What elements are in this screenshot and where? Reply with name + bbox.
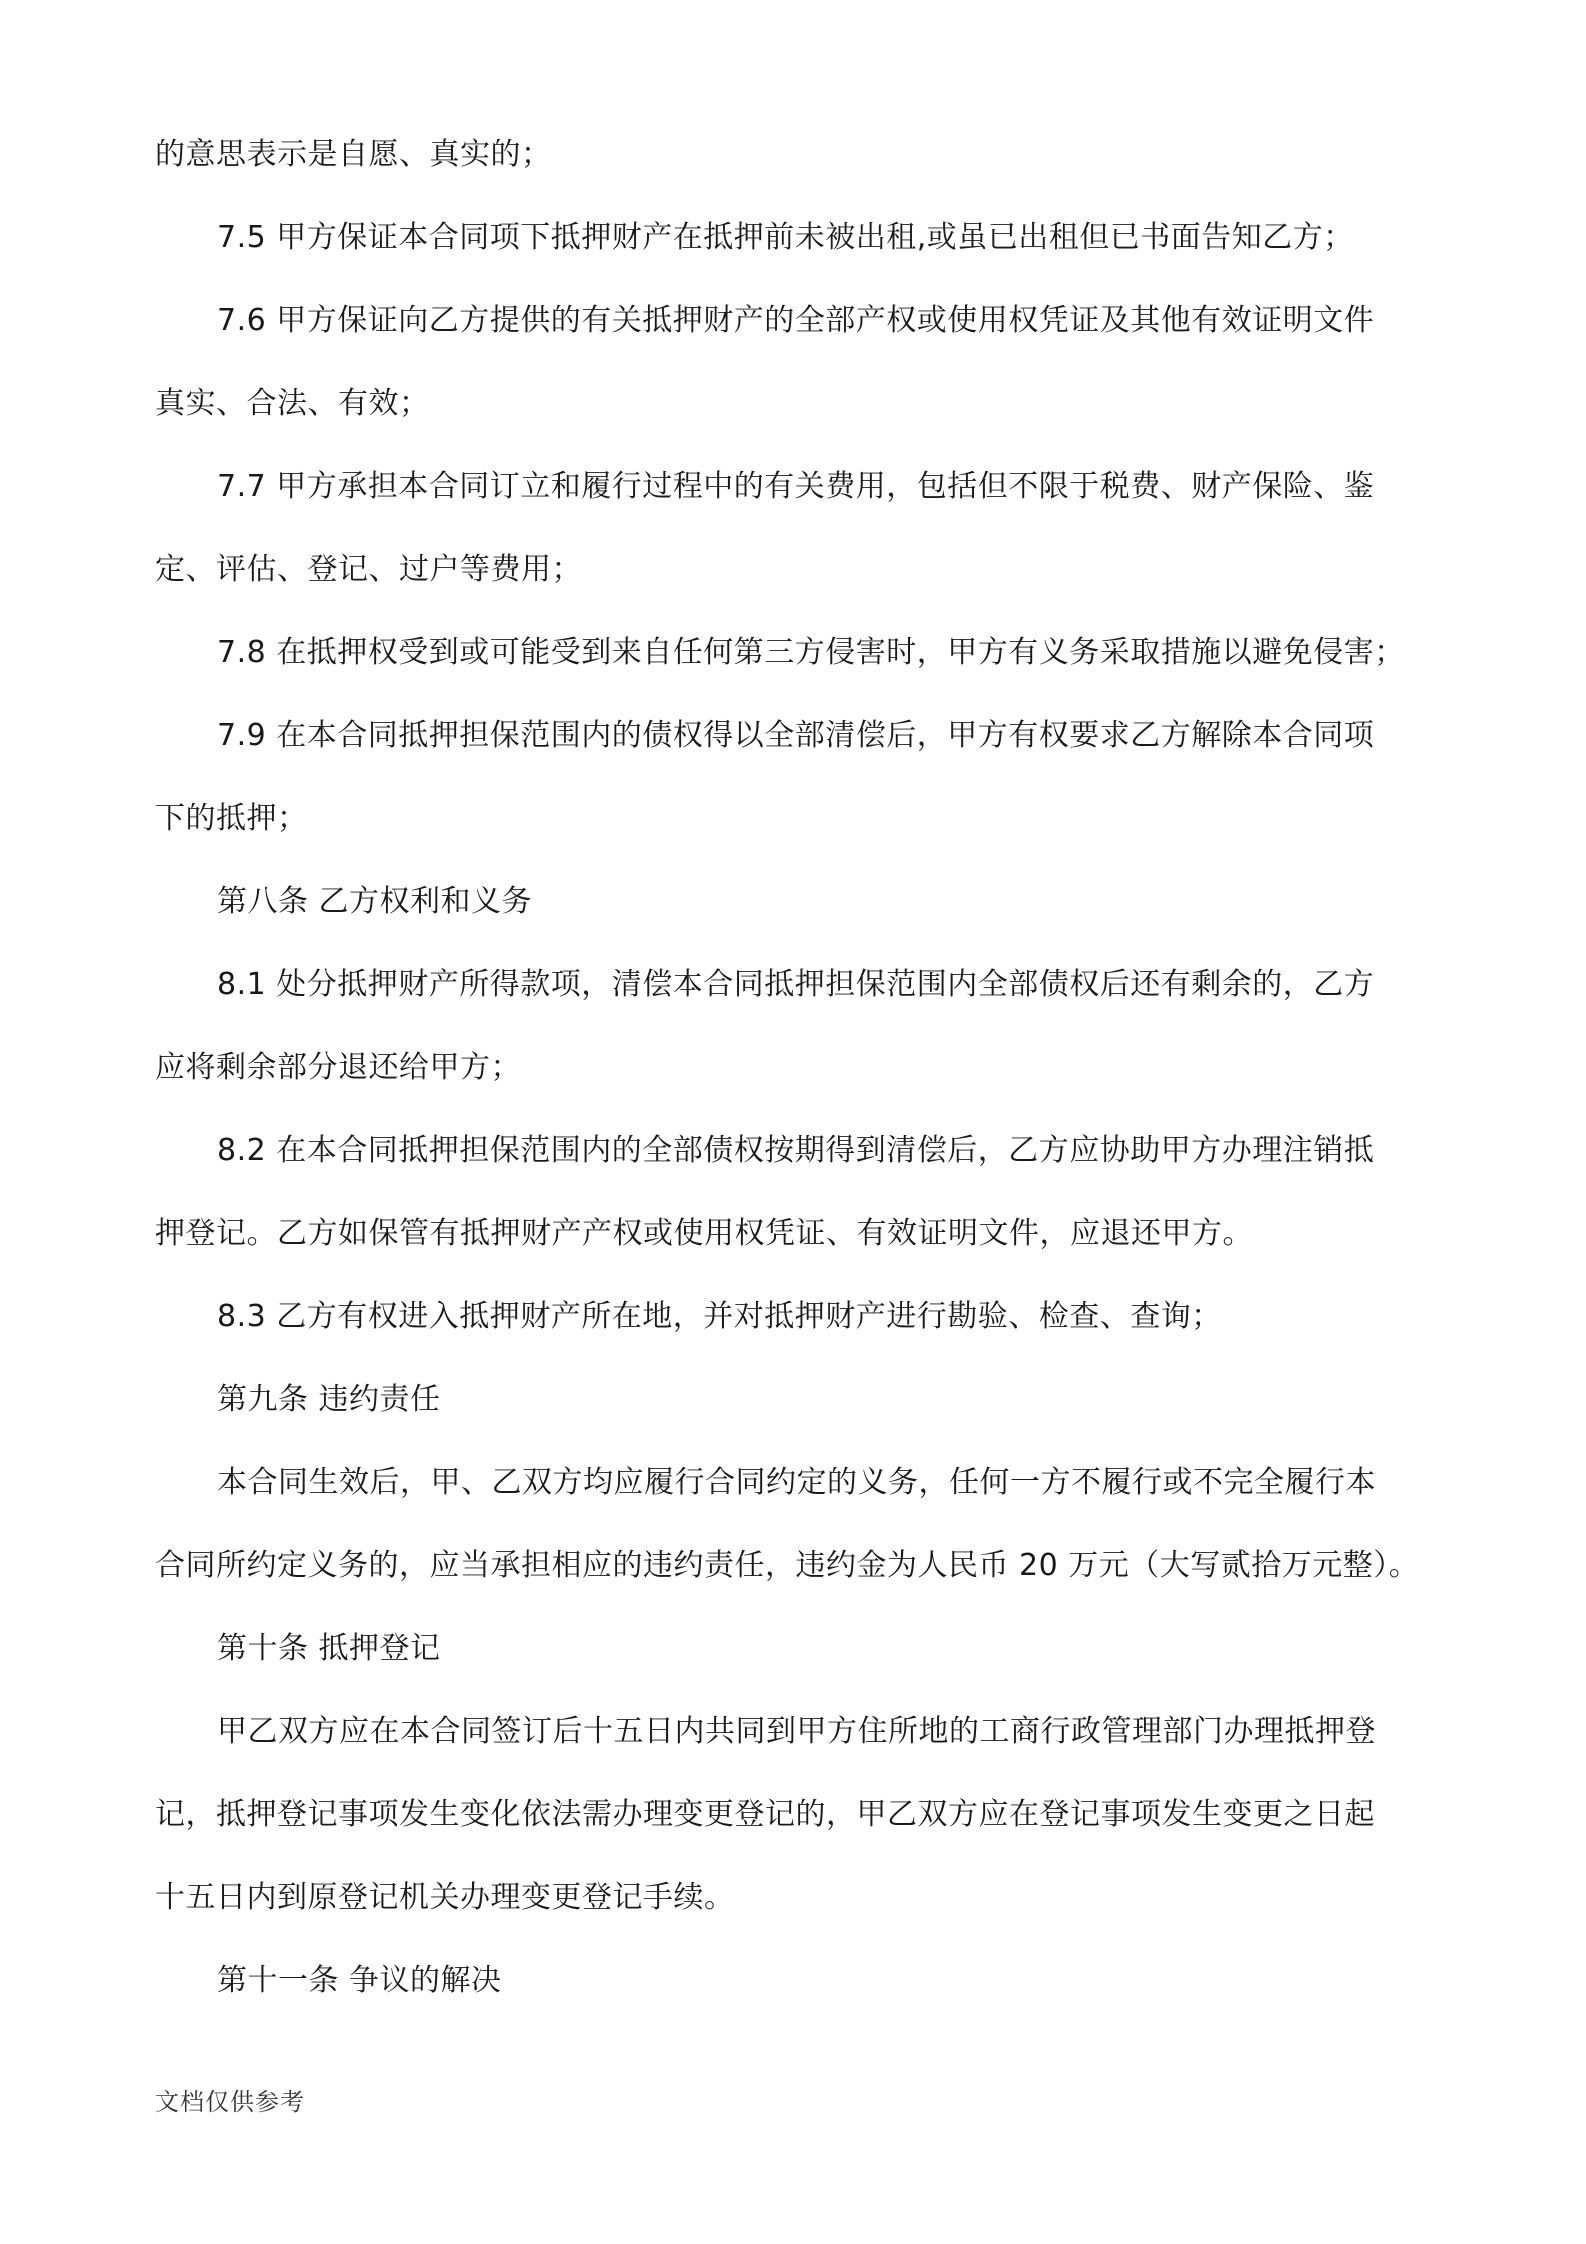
footer-note: 文档仅供参考 [155, 2088, 305, 2116]
text-line: 8.3 乙方有权进入抵押财产所在地，并对抵押财产进行勘验、检查、查询； [217, 1299, 1222, 1334]
section-heading: 第十条 抵押登记 [217, 1631, 441, 1666]
text-line: 真实、合法、有效； [155, 386, 430, 421]
text-line: 十五日内到原登记机关办理变更登记手续。 [155, 1880, 735, 1915]
text-line: 8.1 处分抵押财产所得款项，清偿本合同抵押担保范围内全部债权后还有剩余的，乙方 [217, 967, 1375, 1002]
text-line: 的意思表示是自愿、真实的； [155, 137, 552, 172]
text-line: 定、评估、登记、过户等费用； [155, 552, 582, 587]
text-line: 7.6 甲方保证向乙方提供的有关抵押财产的全部产权或使用权凭证及其他有效证明文件 [217, 303, 1375, 338]
text-line: 7.9 在本合同抵押担保范围内的债权得以全部清偿后，甲方有权要求乙方解除本合同项 [217, 718, 1375, 753]
text-line: 合同所约定义务的，应当承担相应的违约责任，违约金为人民币 20 万元（大写贰拾万元整）。 [155, 1548, 1420, 1583]
text-line: 押登记。乙方如保管有抵押财产产权或使用权凭证、有效证明文件，应退还甲方。 [155, 1216, 1253, 1251]
section-heading: 第十一条 争议的解决 [217, 1963, 502, 1998]
text-line: 下的抵押； [155, 801, 308, 836]
text-line: 7.7 甲方承担本合同订立和履行过程中的有关费用，包括但不限于税费、财产保险、鉴 [217, 469, 1375, 504]
text-line: 本合同生效后，甲、乙双方均应履行合同约定的义务，任何一方不履行或不完全履行本 [217, 1465, 1376, 1500]
text-line: 记，抵押登记事项发生变化依法需办理变更登记的，甲乙双方应在登记事项发生变更之日起 [155, 1797, 1375, 1832]
section-heading: 第九条 违约责任 [217, 1382, 441, 1417]
text-line: 8.2 在本合同抵押担保范围内的全部债权按期得到清偿后，乙方应协助甲方办理注销抵 [217, 1133, 1375, 1168]
text-line: 甲乙双方应在本合同签订后十五日内共同到甲方住所地的工商行政管理部门办理抵押登 [217, 1714, 1376, 1749]
text-line: 7.5 甲方保证本合同项下抵押财产在抵押前未被出租,或虽已出租但已书面告知乙方； [217, 220, 1354, 255]
text-line: 应将剩余部分退还给甲方； [155, 1050, 521, 1085]
text-line: 7.8 在抵押权受到或可能受到来自任何第三方侵害时，甲方有义务采取措施以避免侵害； [217, 635, 1405, 670]
section-heading: 第八条 乙方权利和义务 [217, 884, 533, 919]
